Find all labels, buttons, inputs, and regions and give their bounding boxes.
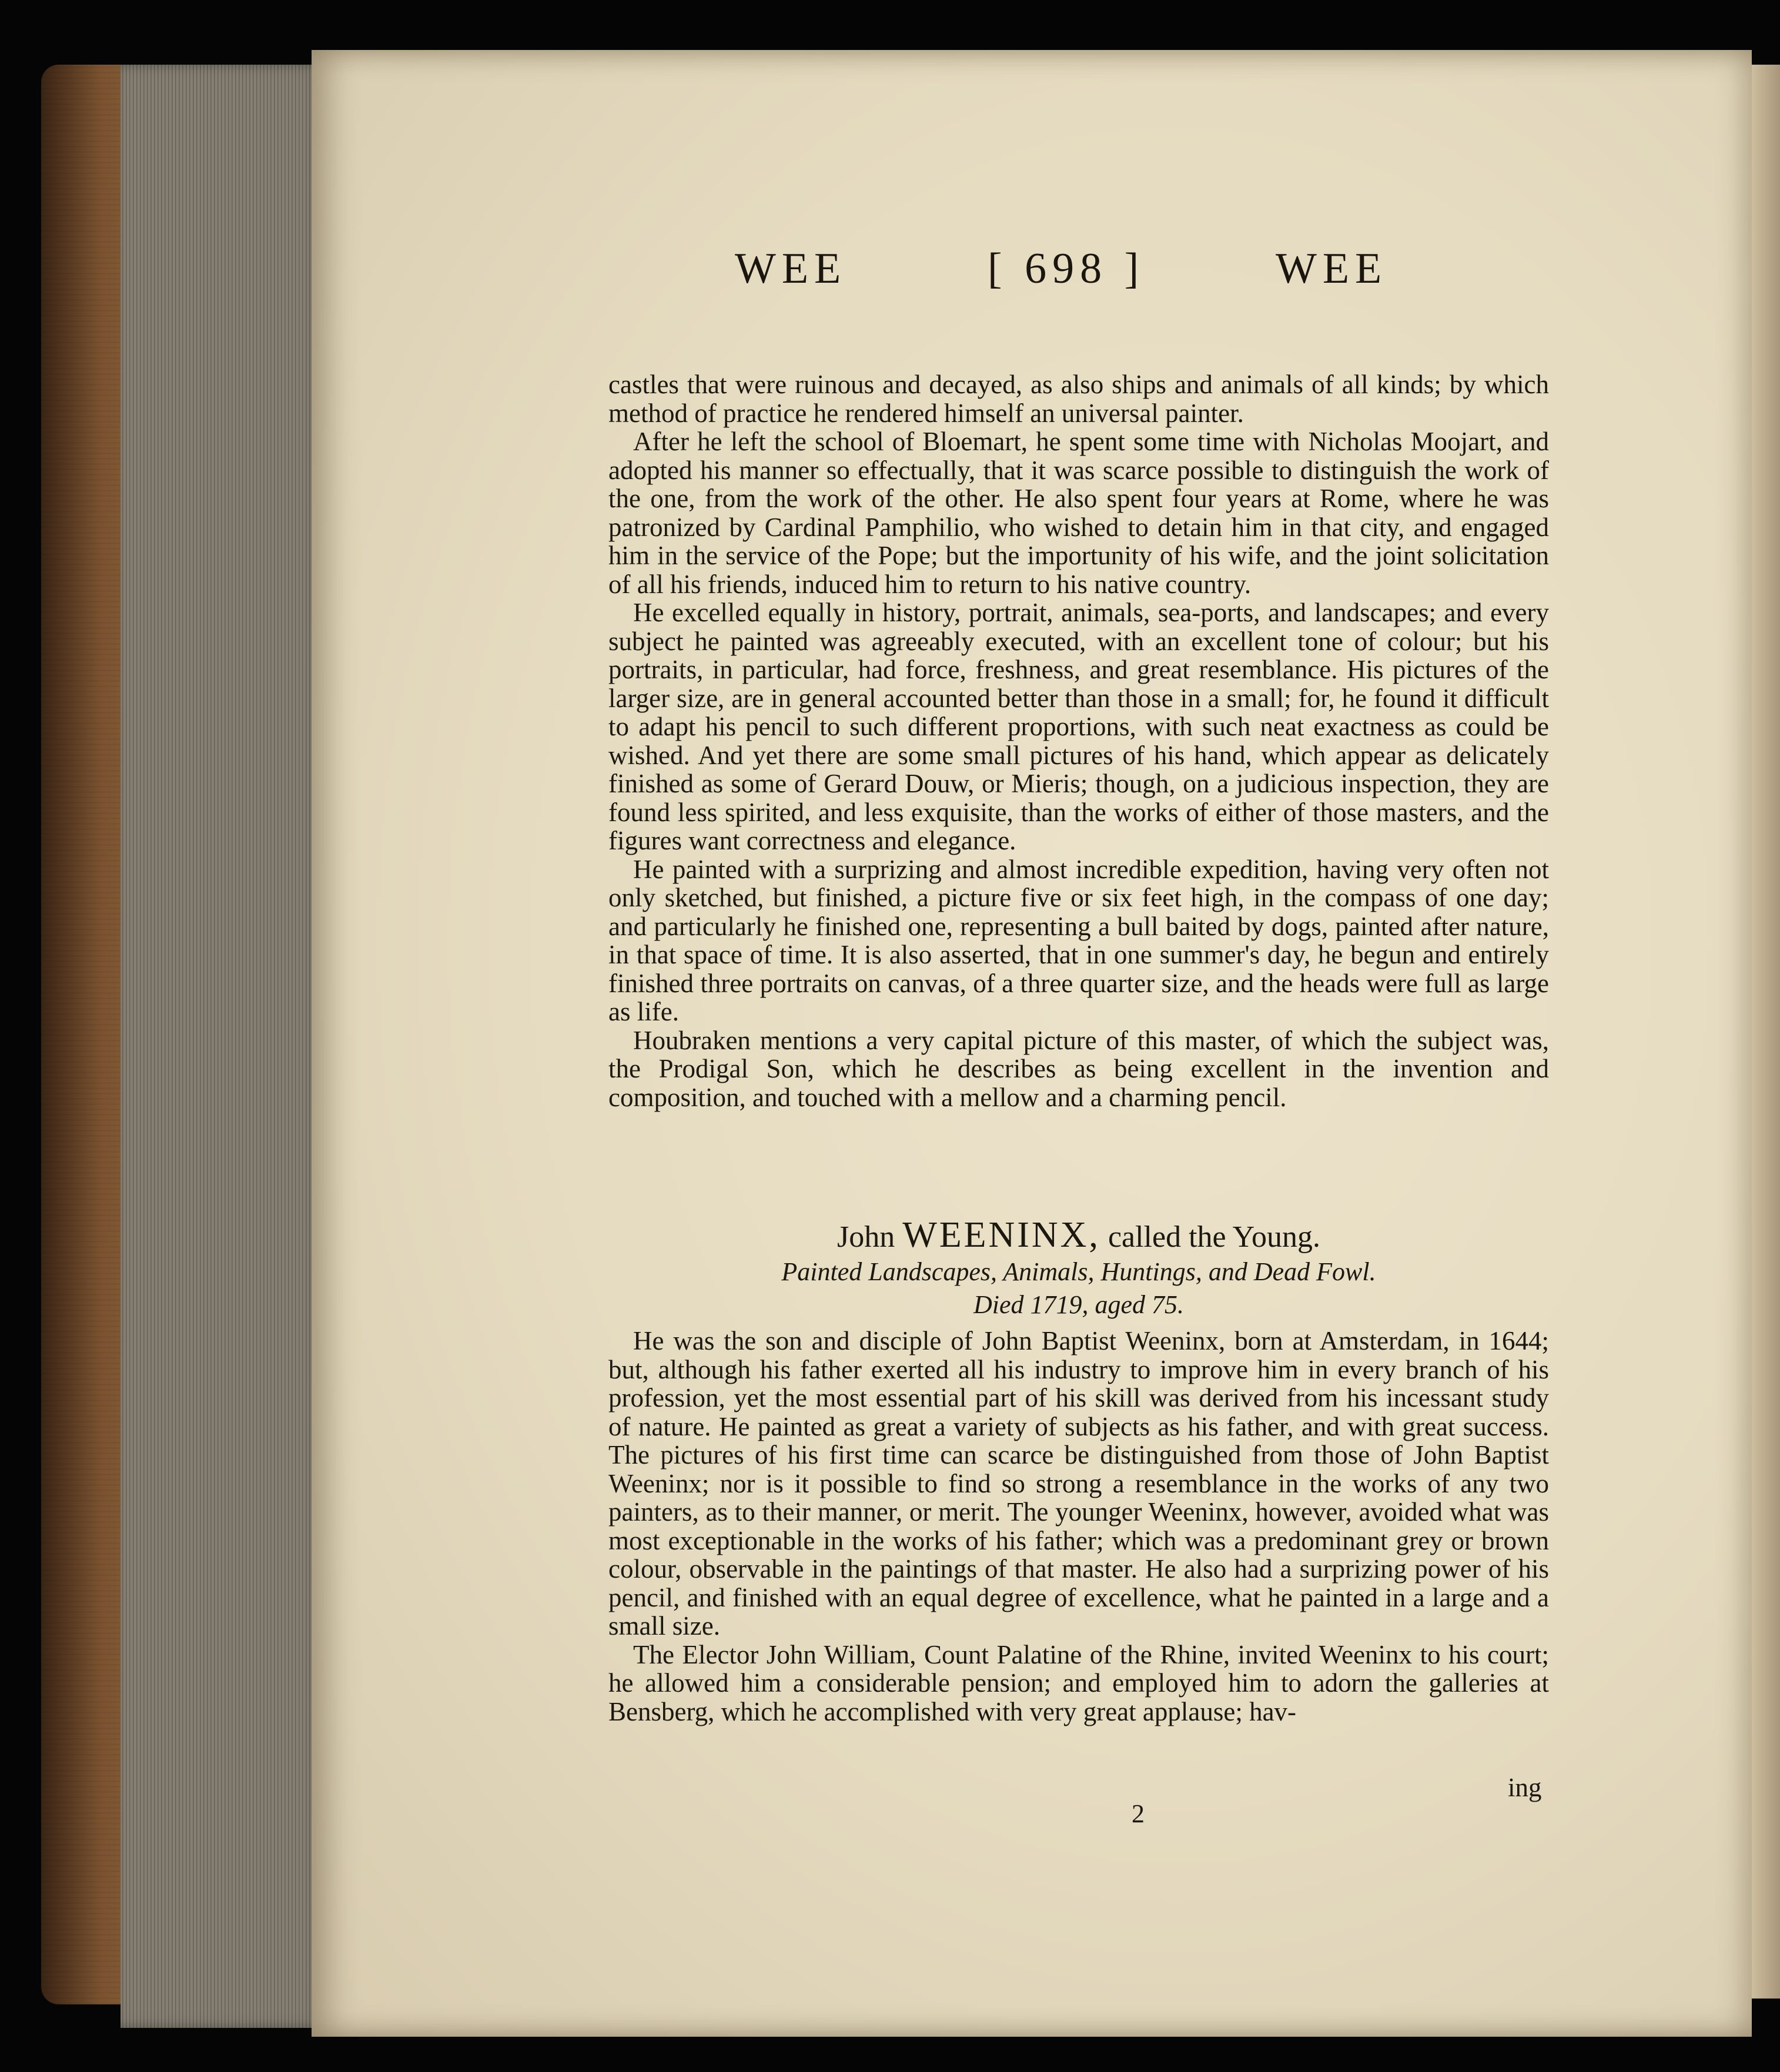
running-header: [312, 244, 1752, 326]
paragraph: He painted with a surprizing and almost incredible expedition, having very often not only sketched, but finished, a picture five or six feet high, in the compass of one day; and particularly he finished one, representing a bull baited by dogs, painted after nature, in that space of time. It is also asserted, that in one summer's day, he begun and entirely finished three portraits on canvas, of a three quarter size, and the heads were full as large as life.: [608, 854, 1549, 1026]
book-page: [312, 50, 1752, 2037]
paragraph: He was the son and disciple of John Baptist Weeninx, born at Amsterdam, in 1644; but, although his father exerted all his industry to improve him in every branch of his profession, yet the most essential part of his skill was derived from his incessant study of nature. He painted as great a variety of subjects as his father, and with great success. The pictures of his first time can scarce be distinguished from those of John Baptist Weeninx; nor is it possible to find so strong a resemblance in the works of any two painters, as to their manner, or merit. The younger Weeninx, however, avoided what was most exceptionable in the works of his father; which was a predominant grey or brown colour, observable in the paintings of that master. He also had a surprizing power of his pencil, and finished with an equal degree of excellence, what he painted in a large and a small size.: [608, 1326, 1549, 1641]
entry-heading: [608, 1217, 1549, 1321]
header-left: WEE: [735, 245, 847, 293]
paragraph: The Elector John William, Count Palatine of the Rhine, invited Weeninx to his court; he allowed him a considerable pension; and employed him to adorn the galleries at Bensberg, which he accomplished with very great applause; hav-: [608, 1639, 1549, 1726]
artist-surname: WEENINX,: [902, 1215, 1100, 1255]
paragraph: He excelled equally in history, portrait, animals, sea-ports, and landscapes; and every subject he painted was agreeably executed, with an excellent tone of colour; but his portraits, in particular, had force, freshness, and great resemblance. His pictures of the larger size, are in general accounted better than those in a small; for, he found it difficult to adapt his pencil to such different proportions, with such neat exactness as could be wished. And yet there are some small pictures of his hand, which appear as delicately finished as some of Gerard Douw, or Mieris; though, on a judicious inspection, they are found less spirited, and less exquisite, than the works of either of those masters, and the figures want correctness and elegance.: [608, 598, 1549, 855]
artist-epithet: called the Young.: [1108, 1220, 1321, 1254]
section-one: [608, 370, 1549, 1112]
catchword: ing: [1508, 1773, 1542, 1802]
header-right: WEE: [1276, 245, 1388, 293]
artist-first-name: John: [837, 1220, 895, 1254]
paragraph: castles that were ruinous and decayed, as also ships and animals of all kinds; by which method of practice he rendered himself an universal painter.: [608, 370, 1549, 428]
section-two: [608, 1327, 1549, 1726]
signature-mark: 2: [1132, 1799, 1145, 1828]
paragraph: After he left the school of Bloemart, he spent some time with Nicholas Moojart, and adopted his manner so effectually, that it was scarce possible to distinguish the work of the one, from the work of the other. He also spent four years at Rome, where he was patronized by Cardinal Pamphilio, who wished to detain him in that city, and engaged him in the service of the Pope; but the importunity of his wife, and the joint solicitation of all his friends, induced him to return to his native country.: [608, 427, 1549, 599]
artist-subjects: Painted Landscapes, Animals, Huntings, and Dead Fowl.: [781, 1257, 1376, 1286]
artist-dates: Died 1719, aged 75.: [973, 1290, 1185, 1319]
page-edges: [121, 65, 323, 2028]
paragraph: Houbraken mentions a very capital picture of this master, of which the subject was, the Prodigal Son, which he describes as being excellent in the invention and composition, and touched with a mellow and a charming pencil.: [608, 1025, 1549, 1112]
artist-name: [608, 1217, 1549, 1256]
page-number: [ 698 ]: [988, 245, 1145, 293]
